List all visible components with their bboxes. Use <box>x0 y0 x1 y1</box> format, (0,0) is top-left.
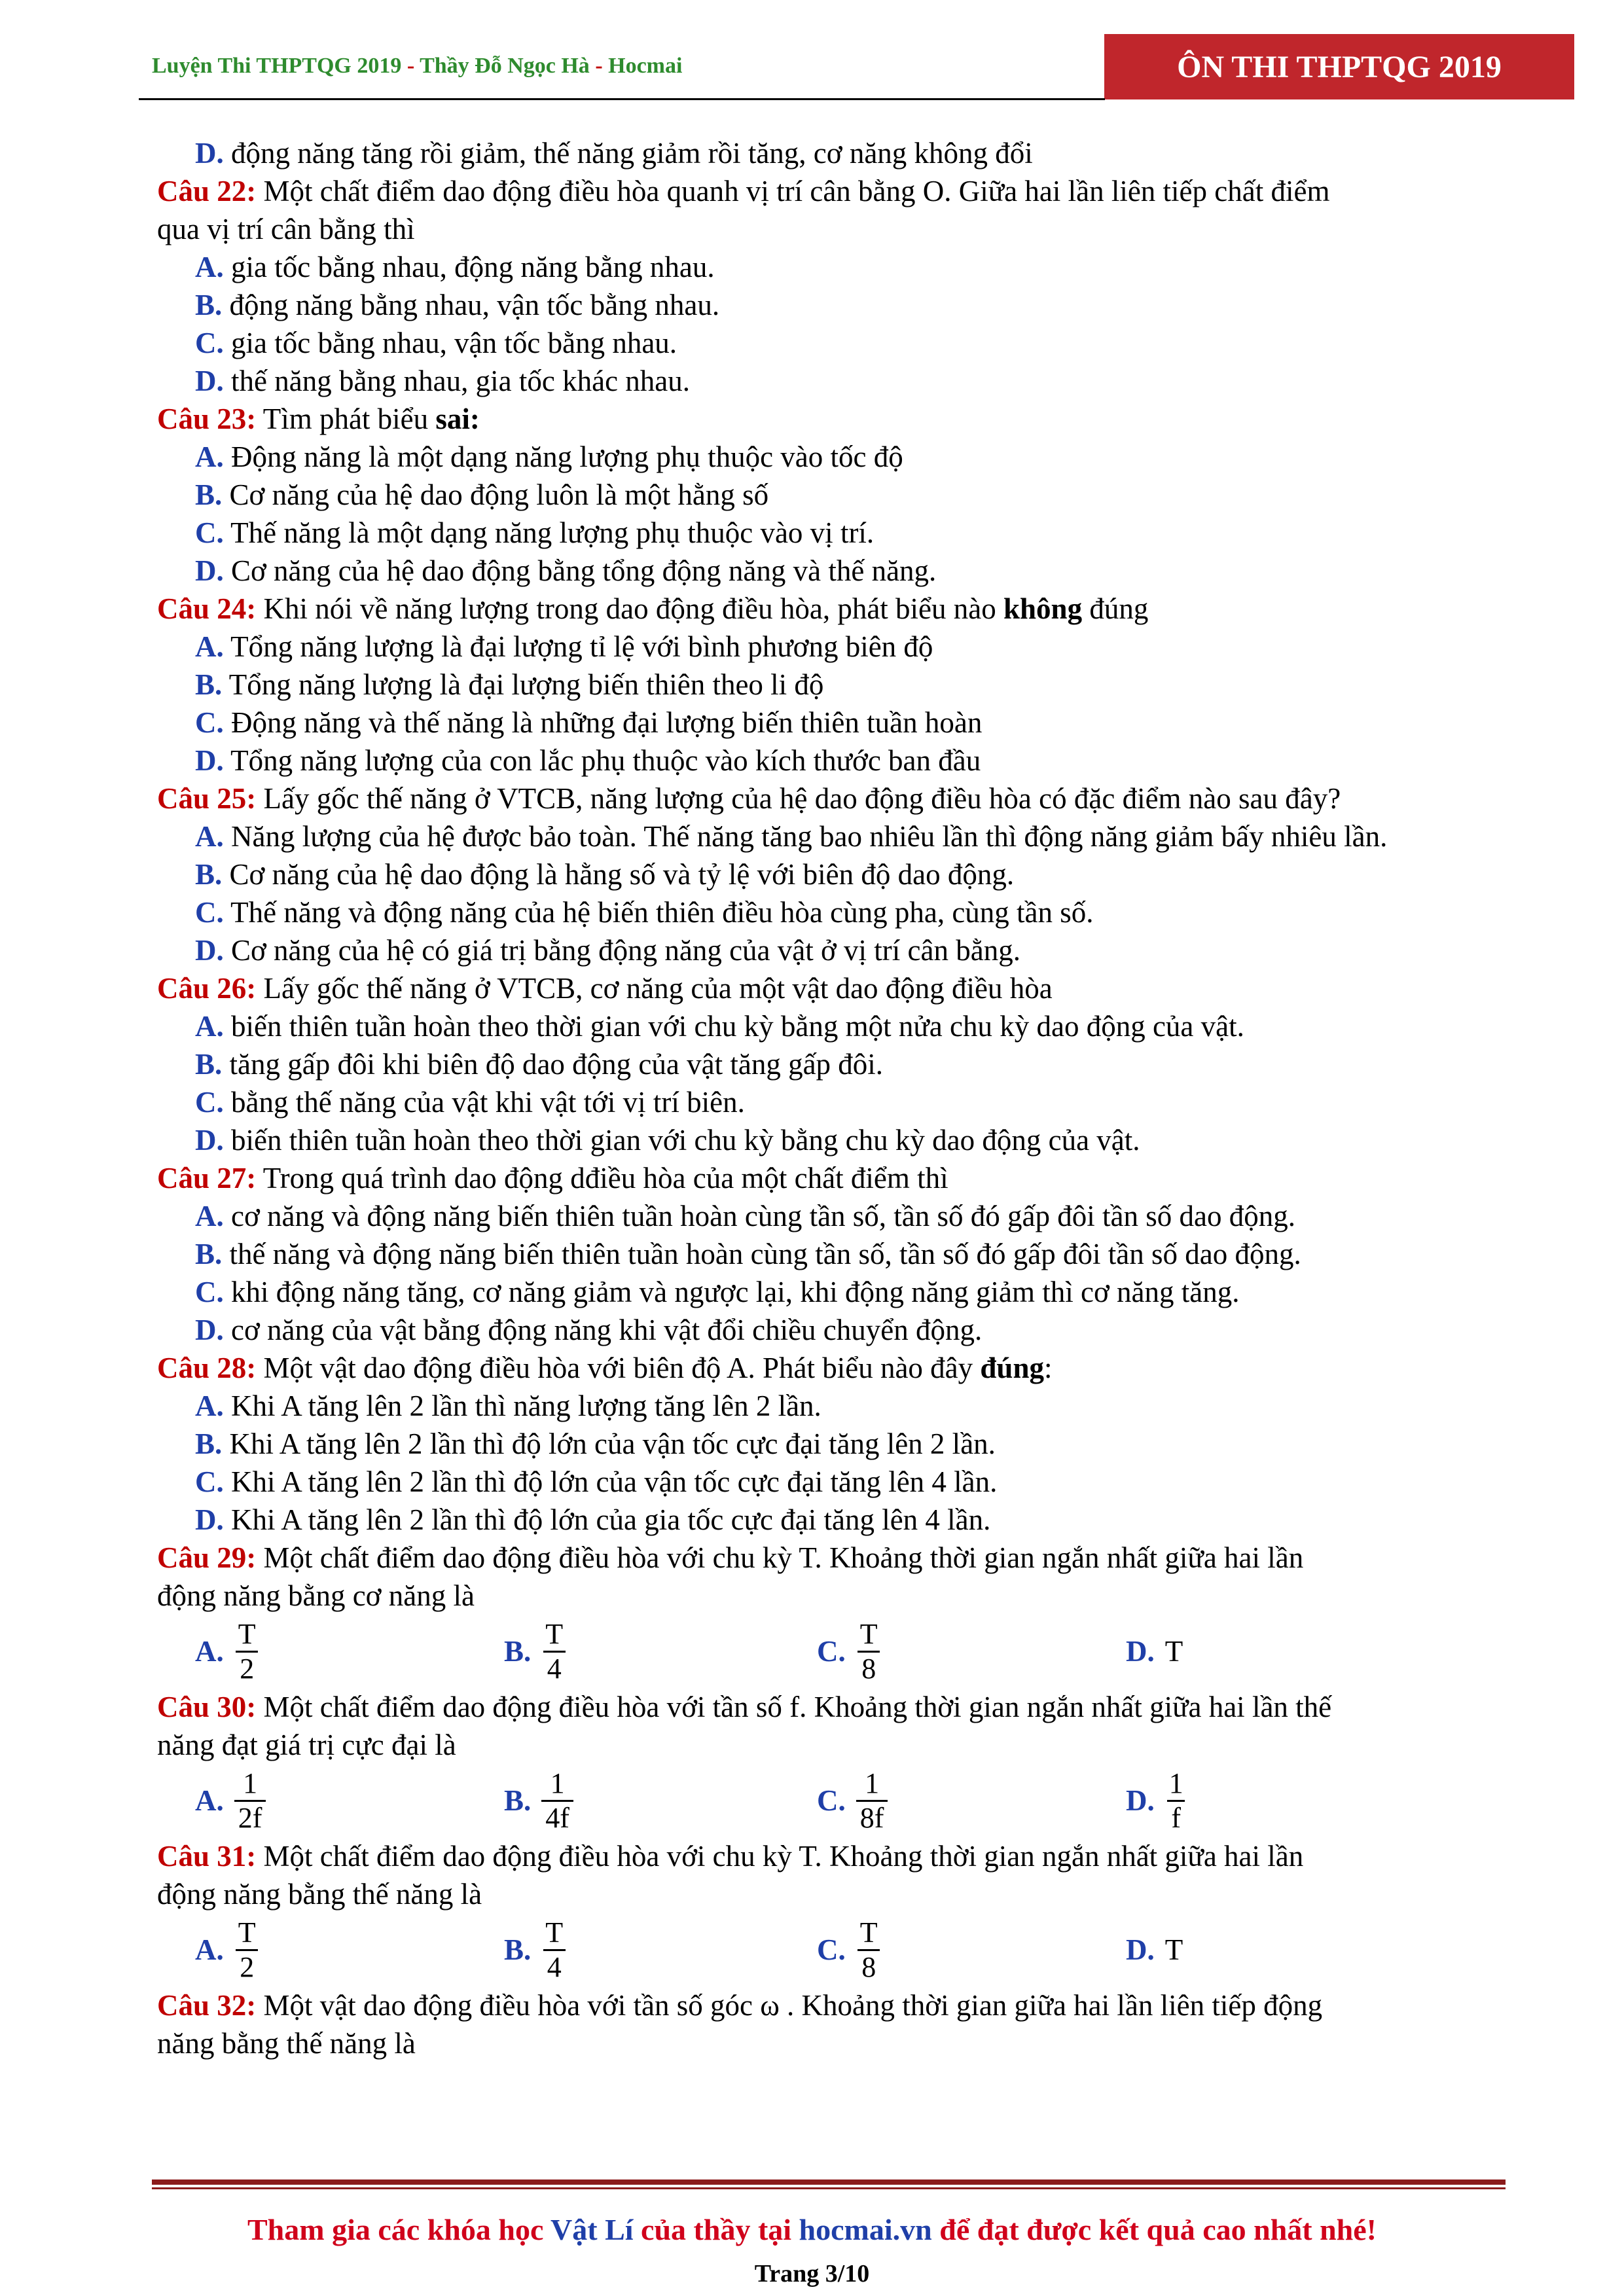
option-line <box>157 1425 1558 1463</box>
option-text: Tổng năng lượng là đại lượng biến thiên theo li độ <box>222 668 824 701</box>
fraction-denominator: 2 <box>236 1651 258 1685</box>
option-line <box>157 1463 1558 1501</box>
option-label: C. <box>195 1086 224 1119</box>
question-text: Một vật dao động điều hòa với tần số góc ω . Khoảng thời gian giữa hai lần liên tiếp động <box>256 1989 1323 2022</box>
option-a <box>195 1615 260 1688</box>
question-emphasis: sai: <box>435 403 480 435</box>
fraction <box>541 1618 567 1685</box>
header-divider <box>139 98 1105 100</box>
option-text: Động năng và thế năng là những đại lượng biến thiên tuần hoàn <box>223 706 983 739</box>
question-label: Câu 26: <box>157 972 257 1005</box>
option-line <box>157 476 1558 514</box>
fraction <box>1165 1767 1187 1835</box>
question-stem-cont <box>157 1726 1558 1764</box>
option-text: biến thiên tuần hoàn theo thời gian với chu kỳ bằng một nửa chu kỳ dao động của vật. <box>223 1010 1244 1043</box>
question-label: Câu 27: <box>157 1162 257 1194</box>
fraction <box>234 1767 266 1835</box>
question-stem <box>157 1539 1558 1577</box>
footer-link[interactable]: hocmai.vn <box>799 2213 932 2246</box>
question-text: động năng bằng thế năng là <box>157 1878 482 1910</box>
question-text: Một chất điểm dao động điều hòa với chu kỳ T. Khoảng thời gian ngắn nhất giữa hai lần <box>256 1840 1304 1873</box>
question-text: Trong quá trình dao động dđiều hòa của một chất điểm thì <box>256 1162 948 1194</box>
option-line <box>157 1045 1558 1083</box>
fraction <box>856 1618 882 1685</box>
option-label: A. <box>195 1200 224 1232</box>
fraction-denominator: f <box>1167 1800 1185 1835</box>
fraction-options-row <box>157 1764 1558 1837</box>
option-text: biến thiên tuần hoàn theo thời gian với chu kỳ bằng chu kỳ dao động của vật. <box>223 1124 1140 1157</box>
option-label: A. <box>195 1784 224 1817</box>
header-sep: - <box>401 54 420 78</box>
header-site: Hocmai <box>608 54 683 78</box>
question-label: Câu 30: <box>157 1691 257 1723</box>
option-label: D. <box>195 137 224 170</box>
fraction <box>541 1767 573 1835</box>
header-sep: - <box>589 54 609 78</box>
question-stem <box>157 780 1558 817</box>
option-line <box>157 1273 1558 1311</box>
question-text: Khi nói về năng lượng trong dao động điều hòa, phát biểu nào <box>256 592 1003 625</box>
option-label: B. <box>195 478 223 511</box>
option-text: Khi A tăng lên 2 lần thì độ lớn của gia tốc cực đại tăng lên 4 lần. <box>223 1503 991 1536</box>
option-line <box>157 666 1558 704</box>
option-c <box>817 1764 888 1837</box>
question-label: Câu 32: <box>157 1989 257 2022</box>
question-text: Một chất điểm dao động điều hòa với chu kỳ T. Khoảng thời gian ngắn nhất giữa hai lần <box>256 1541 1304 1574</box>
question-text: Lấy gốc thế năng ở VTCB, năng lượng của hệ dao động điều hòa có đặc điểm nào sau đây? <box>256 782 1341 815</box>
fraction-options-row <box>157 1913 1558 1986</box>
option-line <box>157 893 1558 931</box>
option-d <box>1126 1913 1183 1986</box>
fraction-denominator: 2 <box>236 1949 258 1984</box>
header-title: ÔN THI THPTQG 2019 <box>1177 49 1502 84</box>
option-c <box>817 1615 882 1688</box>
fraction-numerator: T <box>545 1617 564 1650</box>
option-text: động năng tăng rồi giảm, thế năng giảm rồi tăng, cơ năng không đổi <box>223 137 1033 170</box>
fraction-options-row <box>157 1615 1558 1688</box>
option-label: B. <box>195 668 223 701</box>
option-label: D. <box>195 744 224 777</box>
question-text: Một chất điểm dao động điều hòa quanh vị trí cân bằng O. Giữa hai lần liên tiếp chất điểm <box>256 175 1330 207</box>
footer-divider <box>152 2187 1506 2189</box>
option-label: B. <box>195 1427 223 1460</box>
footer-text: để đạt được kết quả cao nhất nhé! <box>931 2213 1377 2246</box>
fraction-numerator: T <box>859 1617 878 1650</box>
question-text: Một chất điểm dao động điều hòa với tần số f. Khoảng thời gian ngắn nhất giữa hai lần thế <box>256 1691 1332 1723</box>
question-text: năng đạt giá trị cực đại là <box>157 1729 456 1761</box>
question-label: Câu 24: <box>157 592 257 625</box>
fraction <box>234 1618 260 1685</box>
option-label: B. <box>195 289 223 321</box>
question-stem <box>157 1159 1558 1197</box>
option-label: D. <box>195 1124 224 1157</box>
option-text: Cơ năng của hệ dao động luôn là một hằng số <box>222 478 769 511</box>
option-text: cơ năng của vật bằng động năng khi vật đổi chiều chuyển động. <box>223 1314 983 1346</box>
option-text: Khi A tăng lên 2 lần thì độ lớn của vận tốc cực đại tăng lên 2 lần. <box>222 1427 996 1460</box>
option-line <box>157 855 1558 893</box>
option-label: D. <box>1126 1784 1155 1817</box>
option-line <box>157 134 1558 172</box>
option-label: C. <box>195 516 224 549</box>
question-label: Câu 22: <box>157 175 257 207</box>
option-line <box>157 1311 1558 1349</box>
header-teacher: Thầy Đỗ Ngọc Hà <box>420 54 590 78</box>
option-label: B. <box>504 1635 532 1668</box>
option-label: C. <box>195 1276 224 1308</box>
option-line <box>157 1083 1558 1121</box>
footer-text: Tham gia các khóa học <box>247 2213 551 2246</box>
option-label: A. <box>195 1390 224 1422</box>
option-b <box>504 1764 573 1837</box>
option-label: A. <box>195 1635 224 1668</box>
option-value: T <box>1164 1635 1183 1668</box>
footer-promo <box>0 2212 1624 2247</box>
option-label: C. <box>195 706 224 739</box>
fraction-denominator: 8 <box>857 1651 880 1685</box>
fraction-denominator: 8 <box>857 1949 880 1984</box>
option-line <box>157 742 1558 780</box>
option-text: gia tốc bằng nhau, động năng bằng nhau. <box>223 251 715 283</box>
question-stem-cont <box>157 2024 1558 2062</box>
fraction-numerator: 1 <box>865 1767 880 1799</box>
option-label: D. <box>1126 1933 1155 1966</box>
option-text: Khi A tăng lên 2 lần thì năng lượng tăng lên 2 lần. <box>223 1390 821 1422</box>
question-stem <box>157 1837 1558 1875</box>
question-stem <box>157 1688 1558 1726</box>
question-text: Lấy gốc thế năng ở VTCB, cơ năng của một vật dao động điều hòa <box>256 972 1053 1005</box>
question-stem <box>157 1349 1558 1387</box>
question-text: : <box>1044 1352 1053 1384</box>
page-number: Trang 3/10 <box>754 2260 870 2287</box>
option-c <box>817 1913 882 1986</box>
question-stem-cont <box>157 1577 1558 1615</box>
option-text: tăng gấp đôi khi biên độ dao động của vật tăng gấp đôi. <box>222 1048 884 1081</box>
question-text: năng bằng thế năng là <box>157 2027 416 2060</box>
option-b <box>504 1615 567 1688</box>
option-line <box>157 438 1558 476</box>
fraction-numerator: 1 <box>1168 1767 1183 1799</box>
option-label: A. <box>195 251 224 283</box>
fraction-numerator: T <box>545 1916 564 1948</box>
question-label: Câu 23: <box>157 403 257 435</box>
option-text: Cơ năng của hệ dao động bằng tổng động năng và thế năng. <box>223 554 937 587</box>
header-course: Luyện Thi THPTQG 2019 <box>152 54 402 78</box>
option-label: D. <box>195 554 224 587</box>
option-text: gia tốc bằng nhau, vận tốc bằng nhau. <box>223 327 677 359</box>
option-label: B. <box>195 1048 223 1081</box>
option-line <box>157 628 1558 666</box>
header-title-box <box>1104 34 1574 99</box>
fraction-denominator: 4f <box>541 1800 573 1835</box>
question-stem-cont <box>157 210 1558 248</box>
option-text: Tổng năng lượng của con lắc phụ thuộc vào kích thước ban đầu <box>223 744 981 777</box>
option-d <box>1126 1764 1187 1837</box>
option-label: B. <box>504 1933 532 1966</box>
question-label: Câu 31: <box>157 1840 257 1873</box>
option-line <box>157 552 1558 590</box>
question-emphasis: đúng <box>980 1352 1044 1384</box>
question-stem <box>157 1986 1558 2024</box>
option-label: D. <box>195 934 224 967</box>
fraction <box>234 1916 260 1984</box>
question-stem <box>157 590 1558 628</box>
question-text: động năng bằng cơ năng là <box>157 1579 475 1612</box>
option-label: D. <box>195 1503 224 1536</box>
question-stem <box>157 172 1558 210</box>
option-text: khi động năng tăng, cơ năng giảm và ngược lại, khi động năng giảm thì cơ năng tăng. <box>223 1276 1240 1308</box>
question-text: Tìm phát biểu <box>256 403 436 435</box>
option-label: B. <box>195 1238 223 1270</box>
option-label: A. <box>195 820 224 853</box>
option-line <box>157 286 1558 324</box>
option-label: D. <box>195 365 224 397</box>
option-text: bằng thế năng của vật khi vật tới vị trí biên. <box>223 1086 745 1119</box>
option-line <box>157 1007 1558 1045</box>
option-text: Thế năng là một dạng năng lượng phụ thuộc vào vị trí. <box>223 516 875 549</box>
fraction-denominator: 2f <box>234 1800 266 1835</box>
option-label: C. <box>817 1635 846 1668</box>
option-line <box>157 362 1558 400</box>
question-text: đúng <box>1082 592 1149 625</box>
option-text: Cơ năng của hệ dao động là hằng số và tỷ lệ với biên độ dao động. <box>222 858 1015 891</box>
option-text: Năng lượng của hệ được bảo toàn. Thế năng tăng bao nhiêu lần thì động năng giảm bấy nhiêu lần. <box>223 820 1388 853</box>
option-label: C. <box>195 896 224 929</box>
option-label: C. <box>817 1784 846 1817</box>
question-text: qua vị trí cân bằng thì <box>157 213 415 245</box>
question-stem <box>157 969 1558 1007</box>
document-body <box>157 134 1558 2062</box>
fraction-numerator: T <box>859 1916 878 1948</box>
option-d <box>1126 1615 1183 1688</box>
option-label: A. <box>195 630 224 663</box>
option-text: thế năng bằng nhau, gia tốc khác nhau. <box>223 365 691 397</box>
footer-text: của thầy tại <box>633 2213 799 2246</box>
question-text: Một vật dao động điều hòa với biên độ A. Phát biểu nào đây <box>256 1352 981 1384</box>
option-line <box>157 931 1558 969</box>
option-label: B. <box>504 1784 532 1817</box>
option-text: thế năng và động năng biến thiên tuần hoàn cùng tần số, tần số đó gấp đôi tần số dao động. <box>222 1238 1301 1270</box>
option-line <box>157 1387 1558 1425</box>
fraction-denominator: 8f <box>856 1800 888 1835</box>
option-a <box>195 1913 260 1986</box>
question-label: Câu 29: <box>157 1541 257 1574</box>
option-line <box>157 1121 1558 1159</box>
header-left <box>152 54 682 79</box>
question-stem <box>157 400 1558 438</box>
option-b <box>504 1913 567 1986</box>
option-text: Động năng là một dạng năng lượng phụ thuộc vào tốc độ <box>223 440 903 473</box>
option-label: C. <box>195 327 224 359</box>
option-label: D. <box>195 1314 224 1346</box>
option-text: động năng bằng nhau, vận tốc bằng nhau. <box>222 289 720 321</box>
option-text: Tổng năng lượng là đại lượng tỉ lệ với bình phương biên độ <box>223 630 933 663</box>
option-a <box>195 1764 266 1837</box>
option-text: Thế năng và động năng của hệ biến thiên điều hòa cùng pha, cùng tần số. <box>223 896 1094 929</box>
fraction-numerator: T <box>238 1617 256 1650</box>
option-line <box>157 514 1558 552</box>
footer-subject: Vật Lí <box>550 2213 634 2246</box>
fraction <box>856 1767 888 1835</box>
question-label: Câu 28: <box>157 1352 257 1384</box>
option-label: C. <box>195 1465 224 1498</box>
option-value: T <box>1164 1933 1183 1966</box>
question-emphasis: không <box>1003 592 1083 625</box>
option-text: Cơ năng của hệ có giá trị bằng động năng của vật ở vị trí cân bằng. <box>223 934 1020 967</box>
option-text: cơ năng và động năng biến thiên tuần hoàn cùng tần số, tần số đó gấp đôi tần số dao động. <box>223 1200 1295 1232</box>
option-line <box>157 817 1558 855</box>
question-label: Câu 25: <box>157 782 257 815</box>
option-line <box>157 1501 1558 1539</box>
option-line <box>157 1197 1558 1235</box>
question-stem-cont <box>157 1875 1558 1913</box>
option-line <box>157 324 1558 362</box>
option-line <box>157 704 1558 742</box>
option-label: C. <box>817 1933 846 1966</box>
footer-divider <box>152 2179 1506 2185</box>
fraction <box>541 1916 567 1984</box>
fraction-numerator: 1 <box>550 1767 565 1799</box>
option-label: A. <box>195 1933 224 1966</box>
fraction-denominator: 4 <box>543 1949 566 1984</box>
fraction-numerator: T <box>238 1916 256 1948</box>
option-label: A. <box>195 440 224 473</box>
fraction <box>856 1916 882 1984</box>
option-label: D. <box>1126 1635 1155 1668</box>
option-text: Khi A tăng lên 2 lần thì độ lớn của vận tốc cực đại tăng lên 4 lần. <box>223 1465 998 1498</box>
option-line <box>157 248 1558 286</box>
option-label: A. <box>195 1010 224 1043</box>
fraction-numerator: 1 <box>243 1767 258 1799</box>
fraction-denominator: 4 <box>543 1651 566 1685</box>
option-line <box>157 1235 1558 1273</box>
option-label: B. <box>195 858 223 891</box>
